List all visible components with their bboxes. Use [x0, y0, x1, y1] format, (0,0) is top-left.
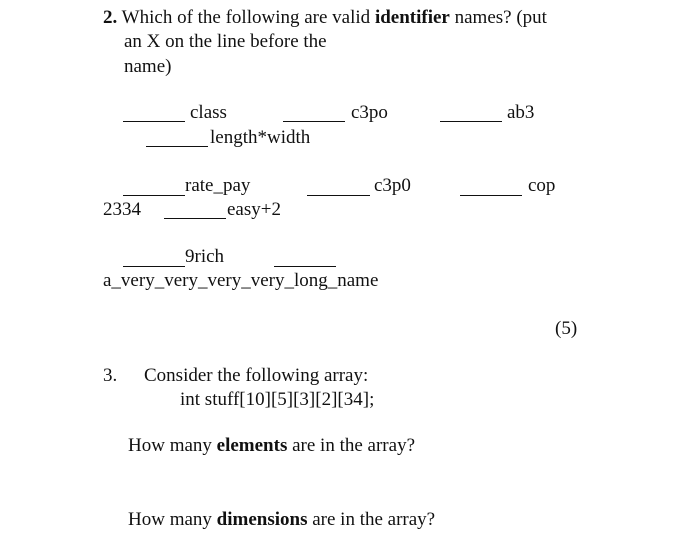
dimensions-keyword: dimensions — [216, 509, 308, 530]
elements-question-before: How many — [128, 435, 212, 456]
identifier-rate-pay: rate_pay — [185, 175, 251, 196]
identifier-ab3: ab3 — [507, 102, 535, 123]
dimensions-question — [128, 508, 435, 532]
identifier-class: class — [190, 102, 227, 123]
answer-line-9rich[interactable] — [123, 266, 185, 267]
identifier-c3p0: c3p0 — [374, 175, 411, 196]
question-2-text — [103, 6, 547, 30]
identifier-9rich: 9rich — [185, 246, 225, 267]
question-2-text-after: names? (put — [454, 7, 547, 28]
question-2-text-before: Which of the following are valid — [121, 7, 371, 28]
answer-line-c3p0[interactable] — [307, 195, 370, 196]
answer-line-ab3[interactable] — [440, 121, 502, 122]
question-2-line-2: an X on the line before the — [124, 31, 327, 52]
question-2-keyword: identifier — [374, 7, 450, 28]
question-2-line-3: name) — [124, 56, 172, 77]
identifier-long-name: a_very_very_very_very_long_name — [103, 270, 379, 291]
answer-line-c3po[interactable] — [283, 121, 345, 122]
question-3-number: 3. — [103, 365, 118, 386]
dimensions-question-before: How many — [128, 509, 212, 530]
array-declaration: int stuff[10][5][3][2][34]; — [180, 389, 375, 410]
identifier-easy2: easy+2 — [227, 199, 281, 220]
answer-line-easy2[interactable] — [164, 218, 226, 219]
question-3-prompt: Consider the following array: — [144, 365, 369, 386]
identifier-2334: 2334 — [103, 199, 141, 220]
identifier-length-width: length*width — [210, 127, 311, 148]
question-2-number: 2. — [103, 7, 118, 28]
answer-line-long-name[interactable] — [274, 266, 336, 267]
answer-line-rate-pay[interactable] — [123, 195, 185, 196]
answer-line-length-width[interactable] — [146, 146, 208, 147]
answer-line-cop[interactable] — [460, 195, 522, 196]
elements-question-after: are in the array? — [292, 435, 415, 456]
dimensions-question-after: are in the array? — [312, 509, 436, 530]
elements-question — [128, 434, 415, 458]
identifier-cop: cop — [528, 175, 556, 196]
identifier-c3po: c3po — [351, 102, 388, 123]
elements-keyword: elements — [216, 435, 288, 456]
points-label: (5) — [555, 318, 578, 339]
answer-line-class[interactable] — [123, 121, 185, 122]
